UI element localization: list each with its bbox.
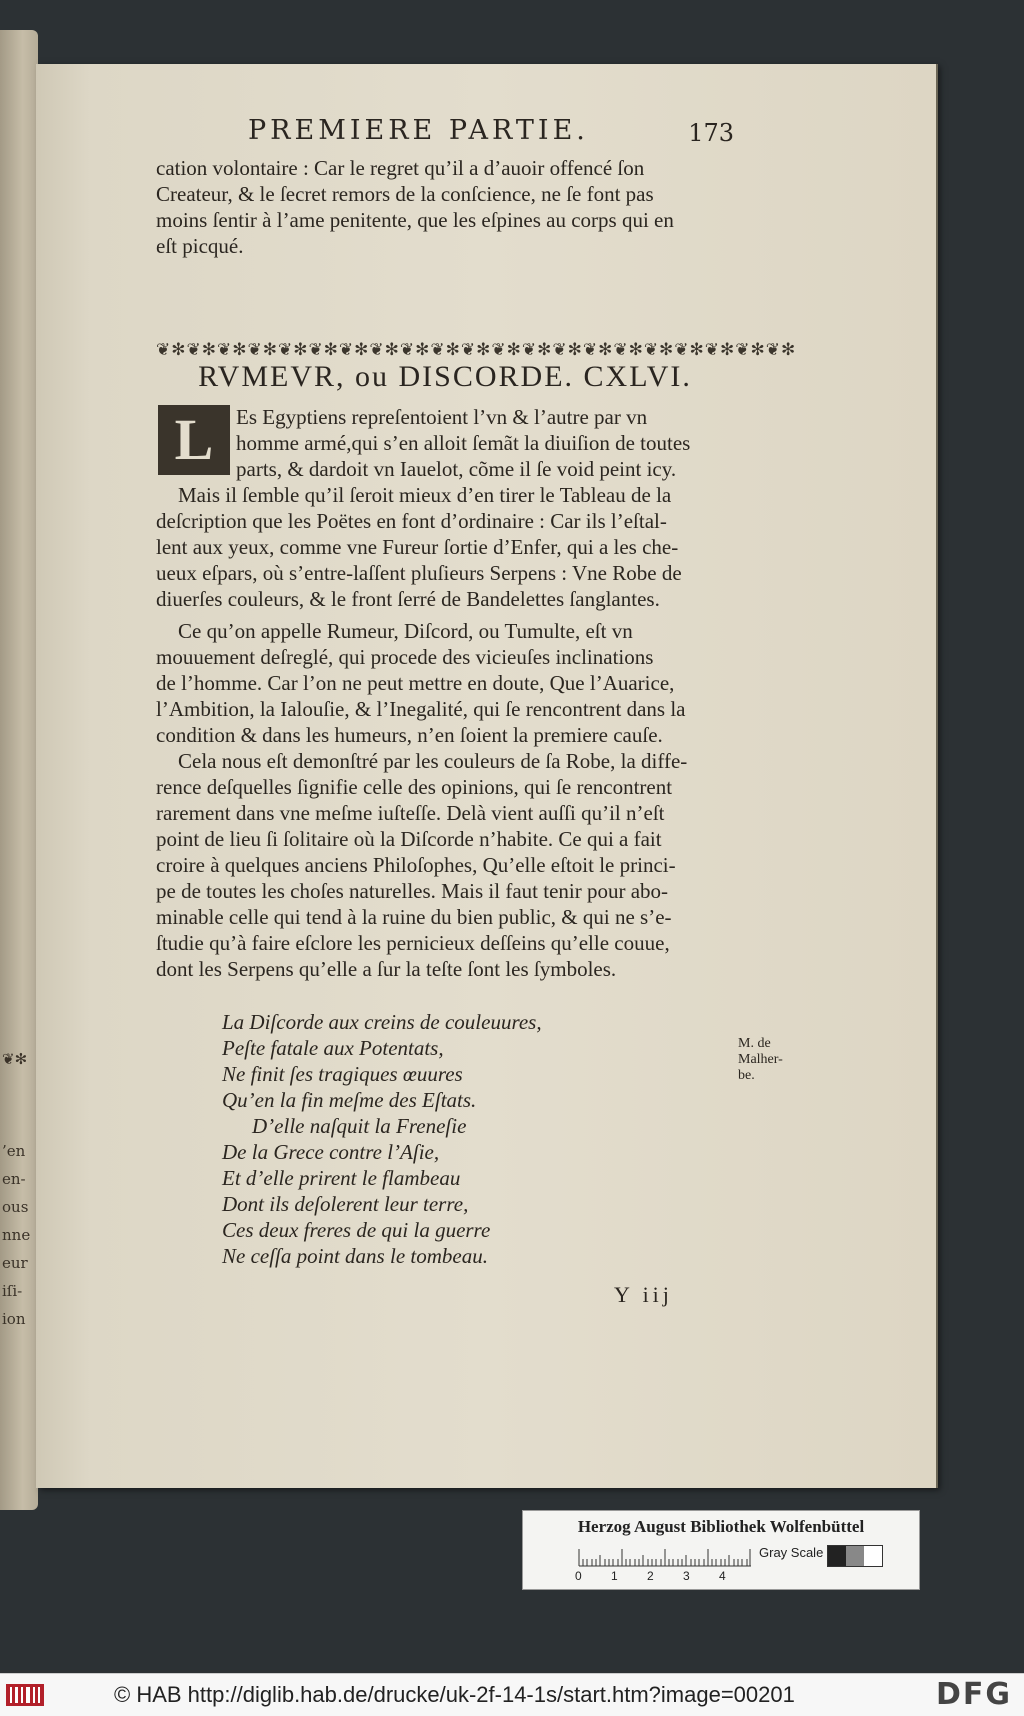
verse-line: Peſte fatale aux Potentats,: [222, 1036, 444, 1060]
text-line: ſtudie qu’à faire eſclore les pernicieux deſſeins qu’elle couue,: [156, 931, 670, 955]
ruler-number: 0: [575, 1569, 582, 1583]
text-line: Ce qu’on appelle Rumeur, Diſcord, ou Tumulte, eſt vn: [178, 619, 633, 643]
section-heading: RVMEVR, ou DISCORDE. CXLVI.: [198, 360, 692, 393]
text-line: croire à quelques anciens Philoſophes, Qu’elle eſtoit le princi-: [156, 853, 676, 877]
text-line: dont les Serpens qu’elle a ſur la teſte ſont les ſymboles.: [156, 957, 617, 981]
verse-line: Ne ceſſa point dans le tombeau.: [222, 1244, 488, 1268]
gray-scale-label: Gray Scale: [759, 1545, 824, 1560]
library-color-plate: [522, 1510, 920, 1590]
text-line: moins ſentir à l’ame penitente, que les eſpines au corps qui en: [156, 208, 674, 232]
verse-quotation: [222, 1009, 642, 1269]
dfg-logo: DFG: [935, 1677, 1012, 1712]
verse-line: Ces deux freres de qui la guerre: [222, 1218, 491, 1242]
margin-note: [738, 1036, 798, 1084]
text-line: condition & dans les humeurs, n’en ſoient la premiere cauſe.: [156, 723, 663, 747]
ornament-band: ❦✻❦✻❦✻❦✻❦✻❦✻❦✻❦✻❦✻❦✻❦✻❦✻❦✻❦✻❦✻❦✻❦✻❦✻❦✻❦✻❦✻: [156, 340, 797, 360]
text-line: Es Egyptiens repreſentoient l’vn & l’autre par vn: [236, 405, 648, 429]
facing-page-fragment: ous: [2, 1198, 29, 1216]
top-paragraph: [156, 155, 730, 259]
paragraph-1: [156, 404, 730, 612]
text-line: Createur, & le ſecret remors de la conſcience, ne ſe font pas: [156, 182, 654, 206]
margin-note-line: M. de: [738, 1036, 771, 1051]
ruler-number: 2: [647, 1569, 654, 1583]
facing-page-fragment: ❦✻: [2, 1050, 28, 1068]
text-line: diuerſes couleurs, & le front ſerré de Bandelettes ſanglantes.: [156, 587, 660, 611]
ruler-number: 1: [611, 1569, 618, 1583]
text-line: lent aux yeux, comme vne Fureur ſortie d’Enfer, qui a les che-: [156, 535, 679, 559]
text-line: point de lieu ſi ſolitaire où la Diſcorde n’habite. Ce qui a fait: [156, 827, 662, 851]
text-line: parts, & dardoit vn Iauelot, cõme il ſe void peint icy.: [236, 457, 677, 481]
text-line: homme armé,qui s’en alloit ſemãt la diuiſion de toutes: [236, 431, 691, 455]
verse-line: Qu’en la fin meſme des Eſtats.: [222, 1088, 477, 1112]
text-line: de l’homme. Car l’on ne peut mettre en doute, Que l’Auarice,: [156, 671, 675, 695]
running-header: [210, 115, 740, 151]
signature-mark: Y iij: [614, 1282, 673, 1307]
gray-scale-swatch: [827, 1545, 883, 1567]
source-url[interactable]: © HAB http://diglib.hab.de/drucke/uk-2f-14-1s/start.htm?image=00201: [114, 1682, 795, 1707]
ruler-number: 3: [683, 1569, 690, 1583]
page-number: 173: [688, 119, 734, 147]
text-line: Cela nous eſt demonſtré par les couleurs de ſa Robe, la diffe-: [178, 749, 688, 773]
paragraph-2: [156, 618, 730, 748]
facing-page-fragment: nne: [2, 1226, 31, 1244]
facing-page-fragment: ion: [2, 1310, 26, 1328]
text-line: rarement dans vne meſme iuſteſſe. Delà vient auſſi qu’il n’eſt: [156, 801, 665, 825]
verse-line: Et d’elle prirent le flambeau: [222, 1166, 461, 1190]
library-name: Herzog August Bibliothek Wolfenbüttel: [577, 1517, 865, 1536]
decorated-initial: L: [158, 405, 230, 475]
verse-line: Dont ils deſolerent leur terre,: [222, 1192, 469, 1216]
facing-page-fragment: eur: [2, 1254, 28, 1272]
part-title: PREMIERE PARTIE.: [248, 115, 589, 146]
text-line: ueux eſpars, où s’entre-laſſent pluſieurs Serpens : Vne Robe de: [156, 561, 682, 585]
text-line: eſt picqué.: [156, 234, 244, 258]
margin-note-line: Malher-: [738, 1052, 783, 1067]
text-line: l’Ambition, la Ialouſie, & l’Inegalité, qui ſe rencontrent dans la: [156, 697, 686, 721]
verse-line: Ne finit ſes tragiques œuures: [222, 1062, 463, 1086]
paragraph-3: [156, 748, 730, 982]
viewer-footer: [0, 1673, 1024, 1716]
text-line: Mais il ſemble qu’il ſeroit mieux d’en tirer le Tableau de la: [178, 483, 672, 507]
facing-page-fragment: iſi-: [2, 1282, 23, 1300]
gray-swatch-mid: [846, 1546, 864, 1566]
verse-line: La Diſcorde aux creins de couleuures,: [222, 1010, 542, 1034]
ruler-scale: [579, 1547, 751, 1567]
text-line: deſcription que les Poëtes en font d’ordinaire : Car ils l’eſtal-: [156, 509, 667, 533]
margin-note-line: be.: [738, 1068, 755, 1083]
ruler-number: 4: [719, 1569, 726, 1583]
verse-line: D’elle naſquit la Freneſie: [252, 1114, 467, 1138]
text-line: pe de toutes les choſes naturelles. Mais il faut tenir pour abo-: [156, 879, 669, 903]
gray-swatch-light: [864, 1546, 882, 1566]
text-line: cation volontaire : Car le regret qu’il a d’auoir offencé ſon: [156, 156, 645, 180]
ruler-numbers: [575, 1569, 755, 1583]
text-line: rence deſquelles ſignifie celle des opinions, qui ſe rencontrent: [156, 775, 673, 799]
verse-line: De la Grece contre l’Aſie,: [222, 1140, 440, 1164]
hab-logo-icon: [6, 1682, 44, 1708]
gray-swatch-dark: [828, 1546, 846, 1566]
facing-page-edge: [0, 30, 38, 1510]
facing-page-fragment: ’en: [2, 1142, 26, 1160]
text-line: mouuement deſreglé, qui procede des vicieuſes inclinations: [156, 645, 654, 669]
facing-page-fragment: en-: [2, 1170, 26, 1188]
text-line: minable celle qui tend à la ruine du bien public, & qui ne s’e-: [156, 905, 672, 929]
